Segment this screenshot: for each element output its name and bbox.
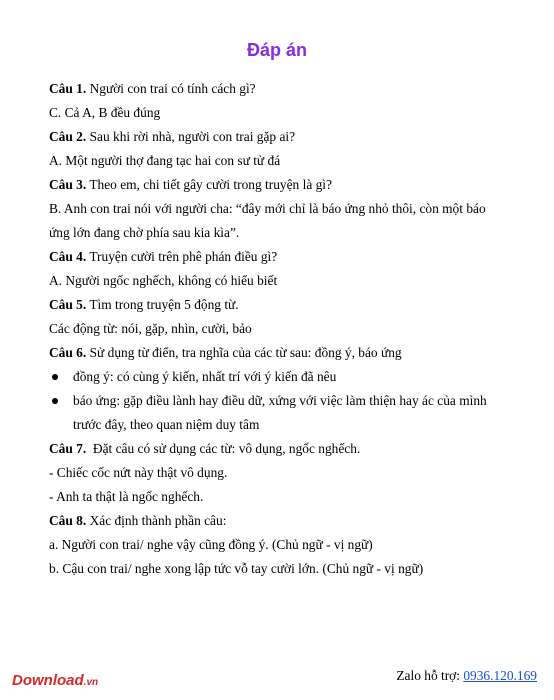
bullet-dot-icon [52, 398, 58, 404]
question-6 [49, 344, 519, 368]
question-label: Câu 6. [49, 345, 87, 360]
support-label: Zalo hỗ trợ: [396, 668, 460, 683]
bullet-dot-icon [52, 374, 58, 380]
question-4 [49, 248, 519, 272]
definition-bullet-dong-y [49, 368, 519, 392]
question-5 [49, 296, 519, 320]
question-label: Câu 1. [49, 81, 87, 96]
support-phone-link[interactable]: 0936.120.169 [463, 668, 537, 683]
answer-2: A. Một người thợ đang tạc hai con sư tử đá [49, 153, 281, 168]
question-text: Người con trai có tính cách gì? [89, 81, 256, 96]
question-label: Câu 2. [49, 129, 87, 144]
question-text: Sau khi rời nhà, người con trai gặp ai? [89, 129, 296, 144]
question-label: Câu 5. [49, 297, 87, 312]
answer-7-sentence-2: - Anh ta thật là ngốc nghếch. [49, 489, 204, 504]
answer-4: A. Người ngốc nghếch, không có hiểu biết [49, 273, 278, 288]
zalo-support [396, 668, 537, 684]
page-title: Đáp án [246, 40, 307, 60]
question-1 [49, 80, 519, 104]
answer-8b: b. Cậu con trai/ nghe xong lập tức vỗ tay cười lớn. (Chủ ngữ - vị ngữ) [49, 561, 424, 576]
logo-main-text: Download [12, 672, 84, 689]
question-text: Theo em, chi tiết gây cười trong truyện là gì? [89, 177, 332, 192]
definition-text: đồng ý: có cùng ý kiến, nhất trí với ý kiến đã nêu [73, 369, 337, 384]
question-label: Câu 8. [49, 513, 87, 528]
question-text: Sử dụng từ điển, tra nghĩa của các từ sau: đồng ý, báo ứng [89, 345, 402, 360]
question-label: Câu 4. [49, 249, 87, 264]
question-label: Câu 7. [49, 441, 87, 456]
question-8 [49, 512, 519, 536]
question-2 [49, 128, 519, 152]
logo-suffix-text: .vn [83, 677, 99, 688]
answer-3-line-1: B. Anh con trai nói với người cha: “đây mới chỉ là báo ứng nhỏ thôi, còn một báo [49, 201, 486, 216]
question-text: Đặt câu có sử dụng các từ: vô dụng, ngốc nghếch. [92, 441, 361, 456]
answer-content [49, 80, 519, 584]
answer-3-line-2: ứng lớn đang chờ phía sau kia kìa”. [49, 225, 240, 240]
question-text: Tìm trong truyện 5 động từ. [89, 297, 239, 312]
definition-text: báo ứng: gặp điều lành hay điều dữ, xứng với việc làm thiện hay ác của mình [73, 393, 487, 408]
answer-8a: a. Người con trai/ nghe vậy cũng đồng ý. (Chủ ngữ - vị ngữ) [49, 537, 373, 552]
question-3 [49, 176, 519, 200]
download-vn-logo[interactable] [12, 672, 98, 689]
definition-bullet-bao-ung [49, 392, 519, 416]
answer-5: Các động từ: nói, gặp, nhìn, cười, bảo [49, 321, 252, 336]
answer-7-sentence-1: - Chiếc cốc nứt này thật vô dụng. [49, 465, 228, 480]
question-text: Truyện cười trên phê phán điều gì? [89, 249, 278, 264]
question-text: Xác định thành phần câu: [89, 513, 227, 528]
question-label: Câu 3. [49, 177, 87, 192]
answer-1: C. Cả A, B đều đúng [49, 105, 161, 120]
definition-bao-ung-continued: trước đây, theo quan niệm duy tâm [73, 417, 260, 432]
question-7 [49, 440, 519, 464]
